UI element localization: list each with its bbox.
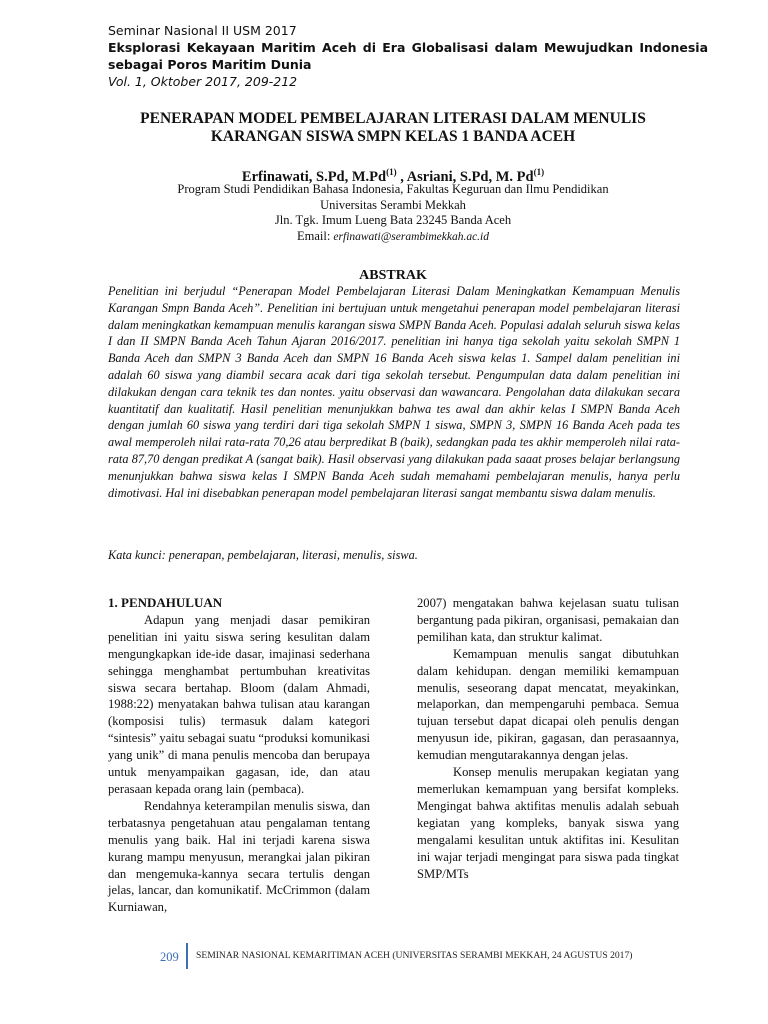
title-line-1: PENERAPAN MODEL PEMBELAJARAN LITERASI DALAM MENULIS (140, 110, 646, 127)
title-line-2: KARANGAN SISWA SMPN KELAS 1 BANDA ACEH (210, 128, 576, 145)
body-column-left (108, 595, 370, 916)
paragraph: Kemampuan menulis sangat dibutuhkan dalam kehidupan. dengan memiliki kemampuan menulis, seseorang dapat mencatat, meyakinkan, melaporkan, dan mempengaruhi pembaca. Semua tujuan tersebut dapat dicapai oleh penulis dengan menyusun ide, pikiran, gagasan, dan perasaannya, kemudian mengutarakannya dengan jelas. (417, 646, 679, 763)
abstract-text: Penelitian ini berjudul “Penerapan Model Pembelajaran Literasi Dalam Meningkatkan Kemampuan Menulis Karangan Smpn Banda Aceh”. Penelitian ini bertujuan untuk mengetahui penerapan model pembelajaran literasi dalam meningkatkan kemampuan menulis karangan siswa SMPN Banda Aceh. Populasi adalah seluruh siswa kelas I dan II SMPN Banda Aceh Tahun Ajaran 2016/2017. penelitian ini hanya tiga sekolah yaitu sekolah SMPN 1 Banda Aceh dan SMPN 3 Banda Aceh dan SMPN 16 Banda Aceh siswa kelas 1. Sampel dalam penelitian ini adalah 60 siswa yang diambil secara acak dari tiga sekolah tersebut. Pengumpulan data dalam penelitian ini dilakukan dengan cara teknik tes dan nontes. yaitu observasi dan wawancara. Pengolahan data dilakukan secara kuantitatif dan kualitatif. Hasil penelitian menunjukkan bahwa tes awal dan akhir kelas I SMPN Banda Aceh dengan jumlah 60 siswa yang terdiri dari tiga sekolah SMPN 1 siswa, SMPN 3, SMPN 16 Banda Aceh pada tes awal memperoleh nilai rata-rata 70,26 atau berpredikat B (baik), sedangkan pada tes akhir memperoleh nilai rata-rata 87,70 dengan predikat A (sangat baik). Hasil observasi yang dilakukan pada saaat proses belajar berlangsung menunjukkan bahwa siswa kelas I SMPN Banda Aceh sudah memahami pembelajaran menulis, hanya perlu dimotivasi. Hal ini disebabkan penerapan model pembelajaran literasi sangat membantu siswa dalam menulis. (108, 284, 680, 500)
footer-divider (186, 943, 188, 969)
affiliation-university: Universitas Serambi Mekkah (320, 197, 466, 212)
abstract-heading: ABSTRAK (359, 268, 427, 283)
author-separator: , (396, 168, 407, 185)
journal-header (108, 22, 708, 90)
affiliation-address: Jln. Tgk. Imum Lueng Bata 23245 Banda Aceh (274, 213, 512, 227)
paragraph: Adapun yang menjadi dasar pemikiran penelitian ini yaitu siswa sering kesulitan dalam mengungkapkan ide-ide dasar, imajinasi sederhana sehingga menghambat pertumbuhan kreativitas siswa secara bertahap. Bloom (dalam Ahmadi, 1988:22) menyatakan bahwa tulisan atau karangan (komposisi tulis) termasuk dalam kategori “sintesis” yaitu sebagai suatu “produksi komunikasi yang unik” di mana penulis mencoba dan berupaya untuk menyampaikan gagasan, ide, dan atau perasaan kepada orang lain (pembaca). (108, 612, 370, 796)
author-2-affiliation: (1) (533, 167, 545, 177)
keywords: Kata kunci: penerapan, pembelajaran, literasi, menulis, siswa. (108, 548, 418, 562)
seminar-name: Seminar Nasional II USM 2017 (108, 23, 297, 38)
page-number: 209 (160, 950, 179, 964)
email-address: erfinawati@serambimekkah.ac.id (333, 230, 490, 243)
affiliation-email-line (108, 229, 678, 246)
email-label: Email: (296, 228, 334, 243)
paragraph: Rendahnya keterampilan menulis siswa, dan terbatasnya pengetahuan atau pengalaman tentang menulis yang baik. Hal ini terjadi karena siswa kurang mampu menyusun, merangkai jalan pikiran dan mengemuka-kannya secara tertulis dengan jelas, lancar, dan komunikatif. McCrimmon (dalam Kurniawan, (108, 798, 370, 915)
paragraph: Konsep menulis merupakan kegiatan yang memerlukan kemampuan yang bersifat kompleks. Mengingat bahwa aktifitas menulis adalah sebuah kegiatan yang kompleks, banyak siswa yang mengalami kesulitan untuk aktifitas ini. Kesulitan ini wajar terjadi mengingat para siswa pada tingkat SMP/MTs (417, 765, 679, 881)
author-1: Erfinawati, S.Pd, M.Pd (241, 168, 387, 185)
volume-info: Vol. 1, Oktober 2017, 209-212 (108, 74, 298, 89)
affiliation-block (108, 182, 678, 245)
affiliation-program: Program Studi Pendidikan Bahasa Indonesia, Fakultas Keguruan dan Ilmu Pendidikan (177, 182, 609, 196)
author-2: Asriani, S.Pd, M. Pd (406, 168, 534, 185)
seminar-theme: Eksplorasi Kekayaan Maritim Aceh di Era Globalisasi dalam Mewujudkan Indonesia sebagai Poros Maritim Dunia (108, 40, 708, 72)
paper-title (108, 110, 678, 146)
author-1-affiliation: (1) (386, 167, 397, 177)
body-column-right (417, 595, 679, 882)
footer-text: SEMINAR NASIONAL KEMARITIMAN ACEH (UNIVERSITAS SERAMBI MEKKAH, 24 AGUSTUS 2017) (196, 950, 633, 961)
section-heading: 1. PENDAHULUAN (108, 595, 223, 610)
paragraph: 2007) mengatakan bahwa kejelasan suatu tulisan bergantung pada pikiran, organisasi, pemakaian dan pemilihan kata, dan struktur kalimat. (417, 596, 679, 644)
